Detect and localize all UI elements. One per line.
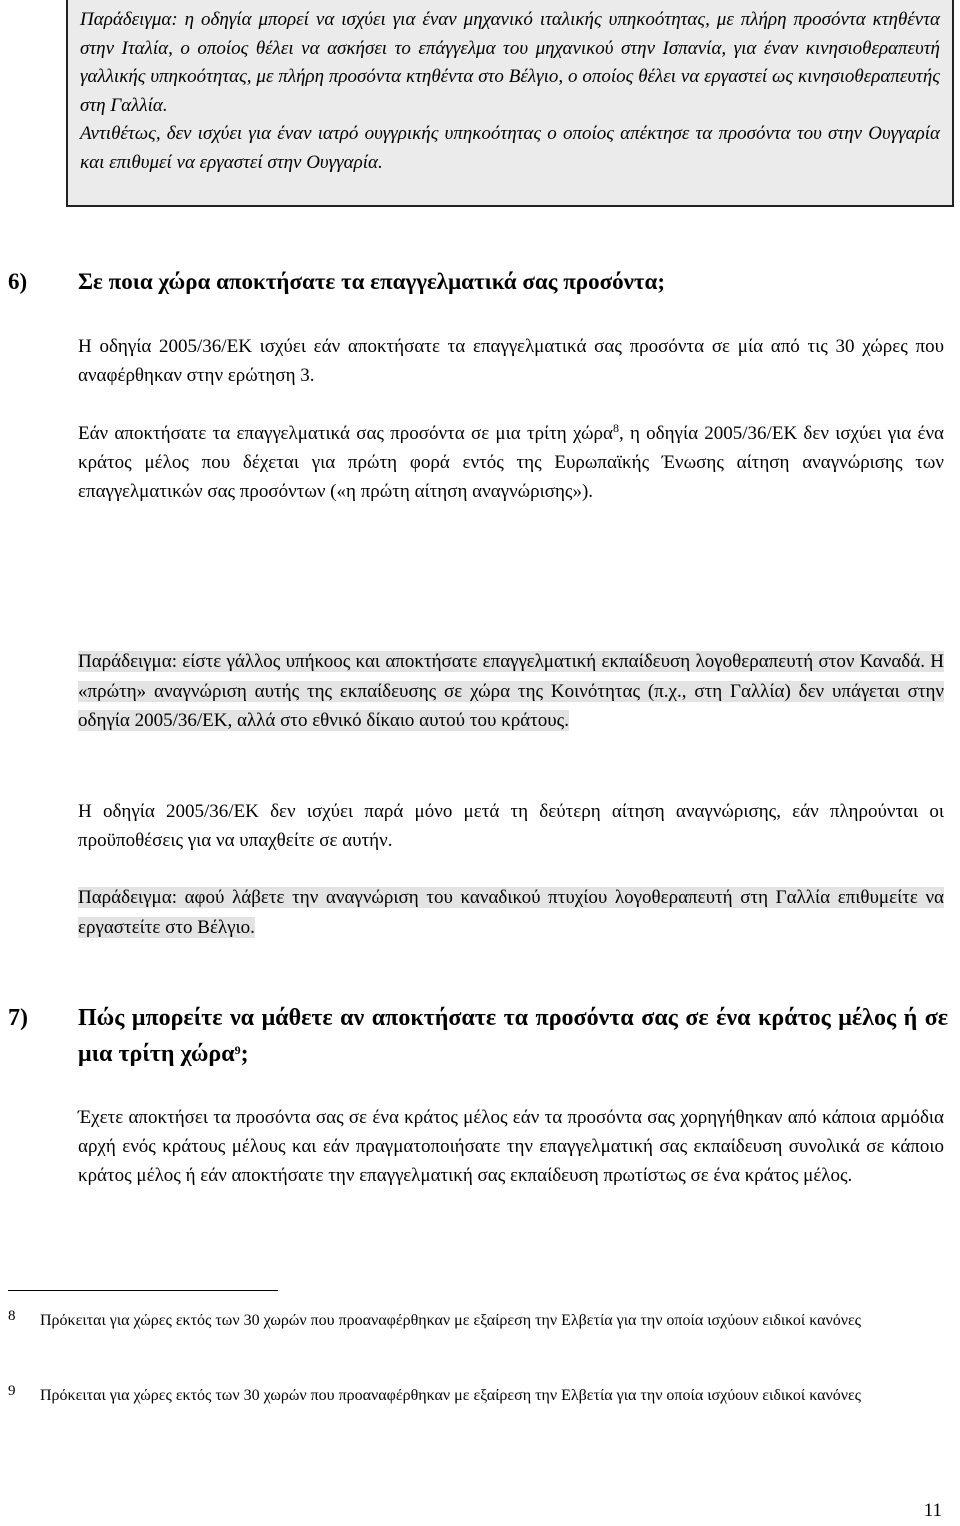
example-paragraph-2: Αντιθέτως, δεν ισχύει για έναν ιατρό ουγγρικής υπηκοότητας ο οποίος απέκτησε τα προσόντα του στην Ουγγαρία και επιθυμεί να εργαστεί στην Ουγγαρία. (80, 123, 940, 173)
footnote-8-number: 8 (8, 1308, 16, 1324)
footnote-9 (8, 1383, 944, 1408)
section-7-paragraph-1: Έχετε αποκτήσει τα προσόντα σας σε ένα κράτος μέλος εάν τα προσόντα σας χορηγήθηκαν από κάποια αρμόδια αρχή ενός κράτους μέλους και εάν πραγματοποιήσατε την επαγγελματική σας εκπαίδευση συνολικά σε κάποιο κράτος μέλος ή εάν αποκτήσατε την επαγγελματική σας εκπαίδευση πρωτίστως σε ένα κράτος μέλος. (78, 1107, 944, 1186)
section-6-number: 6) (8, 269, 28, 294)
footnote-9-number: 9 (8, 1383, 16, 1399)
example-paragraph-1: Παράδειγμα: η οδηγία μπορεί να ισχύει για έναν μηχανικό ιταλικής υπηκοότητας, με πλήρη προσόντα κτηθέντα στην Ιταλία, ο οποίος θέλει να ασκήσει το επάγγελμα του μηχανικού στην Ισπανία, για έναν κινησιοθεραπευτή γαλλικής υπηκοότητας, με πλήρη προσόντα κτηθέντα στο Βέλγιο, ο οποίος θέλει να εργαστεί ως κινησιοθεραπευτής στη Γαλλία. (80, 9, 940, 116)
section-6-paragraph-2-start: Εάν αποκτήσατε τα επαγγελματικά σας προσόντα σε μια τρίτη χώρα (78, 423, 613, 444)
footnote-9-text: Πρόκειται για χώρες εκτός των 30 χωρών που προαναφέρθηκαν με εξαίρεση την Ελβετία για την οποία ισχύουν ειδικοί κανόνες (40, 1387, 862, 1404)
footnote-ref-9: 9 (234, 1043, 241, 1057)
example-box (66, 0, 954, 207)
section-7-heading (8, 1000, 948, 1072)
section-6-paragraph-2 (78, 419, 944, 506)
example-belgium (78, 883, 944, 942)
footnote-separator (8, 1290, 278, 1291)
footnote-8-text: Πρόκειται για χώρες εκτός των 30 χωρών που προαναφέρθηκαν με εξαίρεση την Ελβετία για την οποία ισχύουν ειδικοί κανόνες (40, 1312, 862, 1329)
example-belgium-text: Παράδειγμα: αφού λάβετε την αναγνώριση του καναδικού πτυχίου λογοθεραπευτή στη Γαλλία επιθυμείτε να εργαστείτε στο Βέλγιο. (78, 887, 944, 938)
section-7-title: Πώς μπορείτε να μάθετε αν αποκτήσατε τα προσόντα σας σε ένα κράτος μέλος ή σε μια τρίτη χώρα (78, 1005, 948, 1067)
section-7-number: 7) (8, 1005, 28, 1031)
footnote-ref-8: 8 (612, 421, 619, 435)
section-6-heading (8, 264, 948, 299)
footnote-8 (8, 1308, 944, 1333)
section-6-paragraph-3: Η οδηγία 2005/36/ΕΚ δεν ισχύει παρά μόνο μετά τη δεύτερη αίτηση αναγνώρισης, εάν πληρούνται οι προϋποθέσεις για να υπαχθείτε σε αυτήν. (78, 801, 944, 851)
section-7-title-wrap (78, 1000, 948, 1072)
section-6-paragraph-2-end: , η οδηγία 2005/36/ΕΚ δεν ισχύει για ένα κράτος μέλος που δέχεται για πρώτη φορά εντός της Ευρωπαϊκής Ένωσης αίτηση αναγνώρισης των επαγγελματικών σας προσόντων («η πρώτη αίτηση αναγνώρισης»). (78, 423, 944, 502)
example-canada (78, 647, 944, 736)
section-7-title-end: ; (240, 1041, 249, 1067)
example-canada-text: Παράδειγμα: είστε γάλλος υπήκοος και αποκτήσατε επαγγελματική εκπαίδευση λογοθεραπευτή στον Καναδά. Η «πρώτη» αναγνώριση αυτής της εκπαίδευσης σε χώρα της Κοινότητας (π.χ., στη Γαλλία) δεν υπάγεται στην οδηγία 2005/36/ΕΚ, αλλά στο εθνικό δίκαιο αυτού του κράτους. (78, 651, 944, 731)
page-number: 11 (923, 1500, 942, 1521)
section-6-title: Σε ποια χώρα αποκτήσατε τα επαγγελματικά σας προσόντα; (78, 269, 665, 294)
section-6-paragraph-1: Η οδηγία 2005/36/ΕΚ ισχύει εάν αποκτήσατε τα επαγγελματικά σας προσόντα σε μία από τις 30 χώρες που αναφέρθηκαν στην ερώτηση 3. (78, 336, 944, 386)
